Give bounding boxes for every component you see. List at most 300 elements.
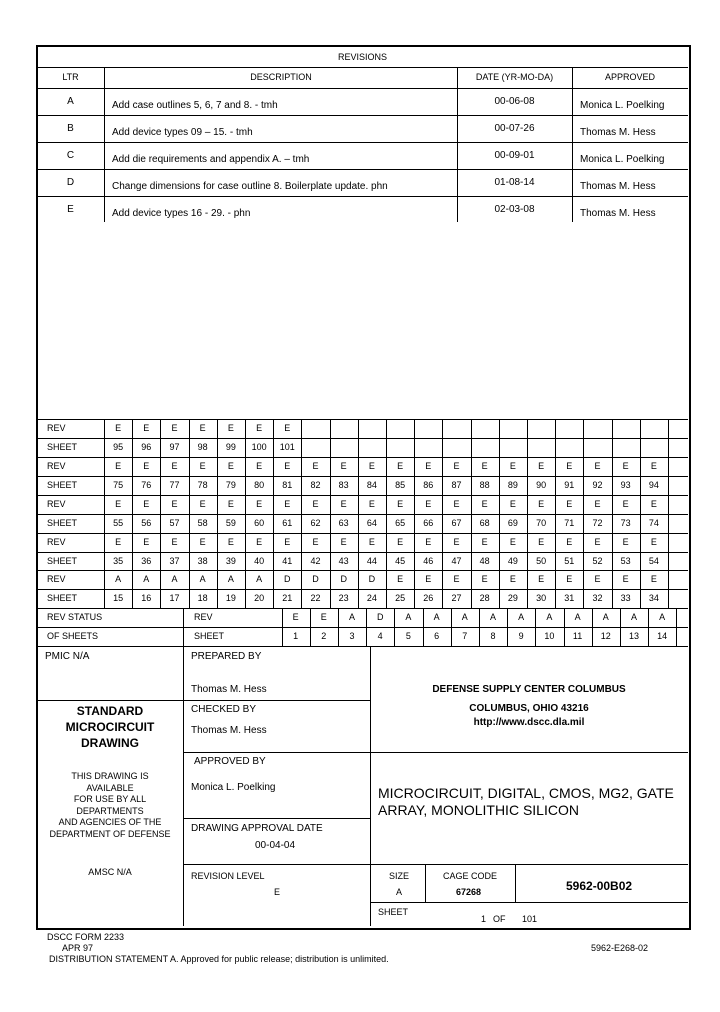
status-sheet-cell: 2 [321, 631, 327, 641]
rev-cell: E [199, 499, 206, 509]
revision-date: 00-09-01 [494, 150, 535, 161]
rev-cell: D [340, 574, 347, 584]
sheet-cell: 47 [451, 556, 462, 566]
rev-cell: E [284, 461, 291, 471]
distribution-statement: DISTRIBUTION STATEMENT A. Approved for public release; distribution is unlimited. [49, 954, 389, 964]
rev-cell: E [481, 499, 488, 509]
status-rev-cell: A [348, 612, 355, 622]
rev-cell: E [509, 574, 516, 584]
sheet-cell: 58 [197, 518, 208, 528]
revision-letter: C [66, 150, 75, 161]
rev-cell: E [425, 574, 432, 584]
size-label: SIZE [389, 871, 410, 881]
status-sheet-cell: 3 [349, 631, 355, 641]
rev-cell: E [594, 574, 601, 584]
of-sheets-label: OF SHEETS [47, 631, 99, 641]
rev-cell: E [115, 499, 122, 509]
rev-cell: E [256, 461, 263, 471]
sheet-total: 101 [522, 914, 538, 924]
sheet-cell: 27 [451, 593, 462, 603]
rev-cell: A [256, 574, 263, 584]
checked-by-name: Thomas M. Hess [191, 725, 267, 736]
rev-cell: E [481, 461, 488, 471]
rev-cell: E [481, 537, 488, 547]
sheet-cell: 75 [113, 480, 124, 490]
rev-cell: E [594, 461, 601, 471]
revision-description: Add case outlines 5, 6, 7 and 8. - tmh [112, 100, 278, 111]
rev-row-label: REV [47, 461, 66, 471]
rev-cell: E [199, 537, 206, 547]
sheet-cell: 76 [141, 480, 152, 490]
divider [37, 142, 688, 143]
rev-cell: E [227, 537, 234, 547]
form-date: APR 97 [62, 943, 94, 953]
sheet-cell: 19 [225, 593, 236, 603]
sheet-cell: 85 [395, 480, 406, 490]
status-sheet-label: SHEET [194, 631, 225, 641]
sheet-cell: 78 [197, 480, 208, 490]
sheet-cell: 38 [197, 556, 208, 566]
rev-cell: E [566, 574, 573, 584]
sheet-cell: 69 [507, 518, 518, 528]
revision-date: 00-07-26 [494, 123, 535, 134]
grid-line [358, 419, 359, 457]
rev-cell: D [312, 574, 319, 584]
sheet-cell: 79 [225, 480, 236, 490]
amsc-label: AMSC N/A [88, 867, 132, 877]
rev-cell: E [340, 461, 347, 471]
revision-date: 02-03-08 [494, 204, 535, 215]
sheet-cell: 71 [564, 518, 575, 528]
sheet-cell: 98 [197, 442, 208, 452]
grid-line [442, 419, 443, 457]
divider [37, 115, 688, 116]
grid-line [668, 533, 669, 571]
col-header-ltr: LTR [62, 72, 79, 82]
status-rev-cell: E [320, 612, 327, 622]
status-sheet-cell: 12 [600, 631, 611, 641]
sheet-number: 1 [481, 914, 487, 924]
cage-code-value: 67268 [456, 887, 482, 897]
sheet-cell: 53 [620, 556, 631, 566]
grid-line [668, 570, 669, 608]
sheet-cell: 67 [451, 518, 462, 528]
rev-cell: E [256, 499, 263, 509]
grid-line [301, 419, 302, 457]
rev-cell: E [227, 461, 234, 471]
rev-cell: A [143, 574, 150, 584]
rev-cell: E [171, 423, 178, 433]
divider [425, 864, 426, 902]
rev-cell: E [481, 574, 488, 584]
rev-cell: E [453, 499, 460, 509]
status-rev-cell: A [630, 612, 637, 622]
status-sheet-cell: 1 [293, 631, 299, 641]
rev-cell: E [509, 499, 516, 509]
sheet-cell: 90 [536, 480, 547, 490]
status-sheet-cell: 14 [657, 631, 668, 641]
rev-cell: E [425, 461, 432, 471]
prepared-by-name: Thomas M. Hess [191, 684, 267, 695]
grid-line [640, 419, 641, 457]
sheet-cell: 46 [423, 556, 434, 566]
status-sheet-cell: 8 [490, 631, 496, 641]
sheet-cell: 70 [536, 518, 547, 528]
rev-cell: E [171, 537, 178, 547]
rev-cell: E [284, 423, 291, 433]
size-value: A [396, 887, 403, 897]
revision-letter: E [67, 204, 74, 215]
rev-cell: E [453, 537, 460, 547]
rev-cell: E [566, 499, 573, 509]
availability-statement: THIS DRAWING IS AVAILABLE FOR USE BY ALL DEPARTMENTS AND AGENCIES OF THE DEPARTMENT OF DEFENSE [49, 771, 171, 839]
rev-cell: E [171, 461, 178, 471]
grid-line [471, 419, 472, 457]
divider [183, 752, 688, 753]
divider [457, 67, 458, 222]
status-rev-cell: A [574, 612, 581, 622]
sheet-cell: 35 [113, 556, 124, 566]
rev-row-label: REV [47, 423, 66, 433]
divider [37, 646, 688, 647]
sheet-cell: 28 [479, 593, 490, 603]
rev-cell: A [199, 574, 206, 584]
rev-cell: D [284, 574, 291, 584]
rev-cell: E [368, 499, 375, 509]
rev-cell: E [340, 537, 347, 547]
status-rev-cell: A [405, 612, 412, 622]
revision-letter: D [66, 177, 75, 188]
status-rev-cell: A [489, 612, 496, 622]
sheet-cell: 51 [564, 556, 575, 566]
prepared-by-label: PREPARED BY [191, 651, 262, 662]
status-sheet-cell: 4 [377, 631, 383, 641]
revision-description: Add device types 16 - 29. - phn [112, 208, 251, 219]
sheet-cell: 68 [479, 518, 490, 528]
rev-row-label: REV [47, 537, 66, 547]
sheet-cell: 16 [141, 593, 152, 603]
sheet-cell: 62 [310, 518, 321, 528]
status-rev-cell: D [376, 612, 384, 622]
revision-date: 01-08-14 [494, 177, 535, 188]
sheet-row-label: SHEET [47, 593, 78, 603]
sheet-cell: 15 [113, 593, 124, 603]
sheet-cell: 22 [310, 593, 321, 603]
sheet-row-label: SHEET [47, 556, 78, 566]
rev-cell: E [622, 574, 629, 584]
rev-cell: A [227, 574, 234, 584]
sheet-cell: 40 [254, 556, 265, 566]
revision-level-value: E [274, 887, 281, 897]
rev-cell: E [566, 537, 573, 547]
rev-cell: E [538, 461, 545, 471]
rev-cell: E [594, 499, 601, 509]
grid-line [330, 419, 331, 457]
sheet-cell: 54 [648, 556, 659, 566]
sheet-cell: 24 [366, 593, 377, 603]
rev-cell: E [622, 461, 629, 471]
rev-cell: E [453, 574, 460, 584]
sheet-cell: 17 [169, 593, 180, 603]
sheet-cell: 31 [564, 593, 575, 603]
rev-cell: E [340, 499, 347, 509]
sheet-cell: 59 [225, 518, 236, 528]
revision-approver: Thomas M. Hess [580, 181, 656, 192]
sheet-cell: 84 [366, 480, 377, 490]
sheet-cell: 97 [169, 442, 180, 452]
sheet-cell: 77 [169, 480, 180, 490]
sheet-label: SHEET [378, 907, 409, 917]
sheet-cell: 61 [282, 518, 293, 528]
sheet-cell: 81 [282, 480, 293, 490]
sheet-cell: 36 [141, 556, 152, 566]
divider [37, 196, 688, 197]
sheet-cell: 80 [254, 480, 265, 490]
grid-line [668, 457, 669, 495]
checked-by-label: CHECKED BY [191, 704, 257, 715]
revision-letter: A [67, 96, 74, 107]
rev-cell: E [397, 499, 404, 509]
sheet-cell: 86 [423, 480, 434, 490]
sheet-cell: 89 [507, 480, 518, 490]
col-header-date: DATE (YR-MO-DA) [475, 72, 554, 82]
status-sheet-cell: 7 [462, 631, 468, 641]
sheet-cell: 30 [536, 593, 547, 603]
sheet-cell: 60 [254, 518, 265, 528]
sheet-cell: 95 [113, 442, 124, 452]
sheet-cell: 45 [395, 556, 406, 566]
divider [37, 67, 688, 68]
agency-url[interactable]: http://www.dscc.dla.mil [473, 717, 585, 728]
sheet-cell: 43 [338, 556, 349, 566]
rev-cell: E [284, 499, 291, 509]
status-rev-label: REV [194, 612, 213, 622]
grid-line [499, 419, 500, 457]
sheet-cell: 55 [113, 518, 124, 528]
rev-cell: E [650, 574, 657, 584]
status-rev-cell: A [433, 612, 440, 622]
rev-cell: E [143, 537, 150, 547]
sheet-cell: 42 [310, 556, 321, 566]
cage-code-label: CAGE CODE [443, 871, 498, 881]
status-rev-cell: A [461, 612, 468, 622]
rev-cell: E [453, 461, 460, 471]
status-sheet-cell: 10 [544, 631, 555, 641]
revision-approver: Thomas M. Hess [580, 208, 656, 219]
sheet-cell: 83 [338, 480, 349, 490]
revision-description: Add die requirements and appendix A. – tmh [112, 154, 310, 165]
standard-microcircuit-drawing: STANDARD MICROCIRCUIT DRAWING [65, 704, 155, 750]
sheet-of-label: OF [493, 914, 506, 924]
sheet-cell: 25 [395, 593, 406, 603]
sheet-cell: 92 [592, 480, 603, 490]
sheet-cell: 82 [310, 480, 321, 490]
rev-cell: E [115, 537, 122, 547]
form-number: DSCC FORM 2233 [47, 932, 125, 942]
rev-cell: E [227, 499, 234, 509]
sheet-cell: 23 [338, 593, 349, 603]
sheet-cell: 52 [592, 556, 603, 566]
approved-by-label: APPROVED BY [194, 756, 266, 767]
sheet-cell: 65 [395, 518, 406, 528]
sheet-cell: 18 [197, 593, 208, 603]
sheet-row-label: SHEET [47, 480, 78, 490]
rev-cell: A [171, 574, 178, 584]
status-rev-cell: A [546, 612, 553, 622]
sheet-cell: 74 [648, 518, 659, 528]
rev-row-label: REV [47, 499, 66, 509]
grid-line [527, 419, 528, 457]
revision-approver: Monica L. Poelking [580, 100, 665, 111]
divider [37, 169, 688, 170]
sheet-cell: 96 [141, 442, 152, 452]
revision-approver: Thomas M. Hess [580, 127, 656, 138]
status-sheet-cell: 6 [434, 631, 440, 641]
rev-cell: E [256, 537, 263, 547]
revision-letter: B [67, 123, 74, 134]
rev-cell: E [509, 461, 516, 471]
rev-cell: E [538, 574, 545, 584]
sheet-cell: 26 [423, 593, 434, 603]
rev-cell: E [397, 574, 404, 584]
sheet-cell: 32 [592, 593, 603, 603]
approval-date-value: 00-04-04 [255, 840, 296, 851]
agency-name: DEFENSE SUPPLY CENTER COLUMBUS [432, 684, 626, 695]
sheet-cell: 56 [141, 518, 152, 528]
rev-cell: E [115, 461, 122, 471]
sheet-cell: 21 [282, 593, 293, 603]
sheet-cell: 73 [620, 518, 631, 528]
sheet-cell: 94 [648, 480, 659, 490]
rev-cell: E [622, 537, 629, 547]
rev-cell: E [425, 499, 432, 509]
rev-cell: E [397, 537, 404, 547]
rev-cell: E [622, 499, 629, 509]
rev-cell: E [594, 537, 601, 547]
rev-cell: E [538, 499, 545, 509]
sheet-cell: 100 [251, 442, 267, 452]
divider [183, 864, 688, 865]
divider [515, 864, 516, 902]
rev-cell: E [509, 537, 516, 547]
drawing-number: 5962-00B02 [566, 879, 633, 893]
sheet-cell: 48 [479, 556, 490, 566]
sheet-cell: 57 [169, 518, 180, 528]
sheet-row-label: SHEET [47, 518, 78, 528]
rev-cell: E [199, 423, 206, 433]
divider [183, 700, 370, 701]
sheet-cell: 93 [620, 480, 631, 490]
sheet-cell: 64 [366, 518, 377, 528]
rev-cell: E [143, 423, 150, 433]
status-sheet-cell: 5 [405, 631, 411, 641]
rev-cell: E [425, 537, 432, 547]
sheet-cell: 34 [648, 593, 659, 603]
rev-cell: E [312, 461, 319, 471]
divider [37, 700, 183, 701]
approved-by-name: Monica L. Poelking [191, 782, 276, 793]
drawing-title: MICROCIRCUIT, DIGITAL, CMOS, MG2, GATE ARRAY, MONOLITHIC SILICON [378, 785, 674, 818]
divider [37, 88, 688, 89]
rev-cell: D [368, 574, 376, 584]
rev-cell: E [171, 499, 178, 509]
sheet-cell: 50 [536, 556, 547, 566]
rev-cell: E [143, 461, 150, 471]
sheet-cell: 49 [507, 556, 518, 566]
status-rev-cell: A [602, 612, 609, 622]
revision-level-label: REVISION LEVEL [191, 871, 265, 881]
rev-cell: E [368, 537, 375, 547]
sheet-row-label: SHEET [47, 442, 78, 452]
status-sheet-cell: 11 [572, 631, 583, 641]
sheet-cell: 39 [225, 556, 236, 566]
revision-date: 00-06-08 [494, 96, 535, 107]
sheet-cell: 29 [507, 593, 518, 603]
grid-line [414, 419, 415, 457]
sheet-cell: 99 [225, 442, 236, 452]
grid-line [676, 608, 677, 646]
sheet-cell: 33 [620, 593, 631, 603]
rev-cell: E [397, 461, 404, 471]
divider [370, 902, 688, 903]
revision-approver: Monica L. Poelking [580, 154, 665, 165]
sheet-cell: 72 [592, 518, 603, 528]
col-header-description: DESCRIPTION [250, 72, 312, 82]
status-sheet-cell: 13 [628, 631, 639, 641]
sheet-cell: 44 [366, 556, 377, 566]
sheet-cell: 66 [423, 518, 434, 528]
document-code: 5962-E268-02 [591, 943, 649, 953]
sheet-cell: 41 [282, 556, 293, 566]
sheet-cell: 20 [254, 593, 265, 603]
sheet-cell: 87 [451, 480, 462, 490]
approval-date-label: DRAWING APPROVAL DATE [191, 823, 323, 834]
revisions-title: REVISIONS [337, 52, 387, 62]
rev-cell: E [312, 499, 319, 509]
rev-cell: E [256, 423, 263, 433]
col-header-approved: APPROVED [604, 72, 655, 82]
grid-line [183, 608, 184, 646]
rev-cell: E [143, 499, 150, 509]
rev-cell: E [368, 461, 375, 471]
rev-cell: E [199, 461, 206, 471]
rev-row-label: REV [47, 574, 66, 584]
rev-cell: A [115, 574, 122, 584]
sheet-cell: 37 [169, 556, 180, 566]
sheet-cell: 63 [338, 518, 349, 528]
pmic-label: PMIC N/A [45, 651, 90, 662]
grid-line [386, 419, 387, 457]
grid-line [583, 419, 584, 457]
divider [183, 646, 184, 926]
grid-line [555, 419, 556, 457]
grid-line [612, 419, 613, 457]
rev-cell: E [650, 499, 657, 509]
rev-cell: E [650, 461, 657, 471]
revision-description: Add device types 09 – 15. - tmh [112, 127, 253, 138]
status-sheet-cell: 9 [518, 631, 524, 641]
rev-cell: E [538, 537, 545, 547]
rev-cell: E [115, 423, 122, 433]
rev-status-label: REV STATUS [47, 612, 103, 622]
divider [572, 67, 573, 222]
sheet-cell: 88 [479, 480, 490, 490]
divider [183, 818, 370, 819]
grid-line [668, 495, 669, 533]
status-rev-cell: A [659, 612, 666, 622]
rev-cell: E [566, 461, 573, 471]
agency-city: COLUMBUS, OHIO 43216 [469, 703, 589, 714]
